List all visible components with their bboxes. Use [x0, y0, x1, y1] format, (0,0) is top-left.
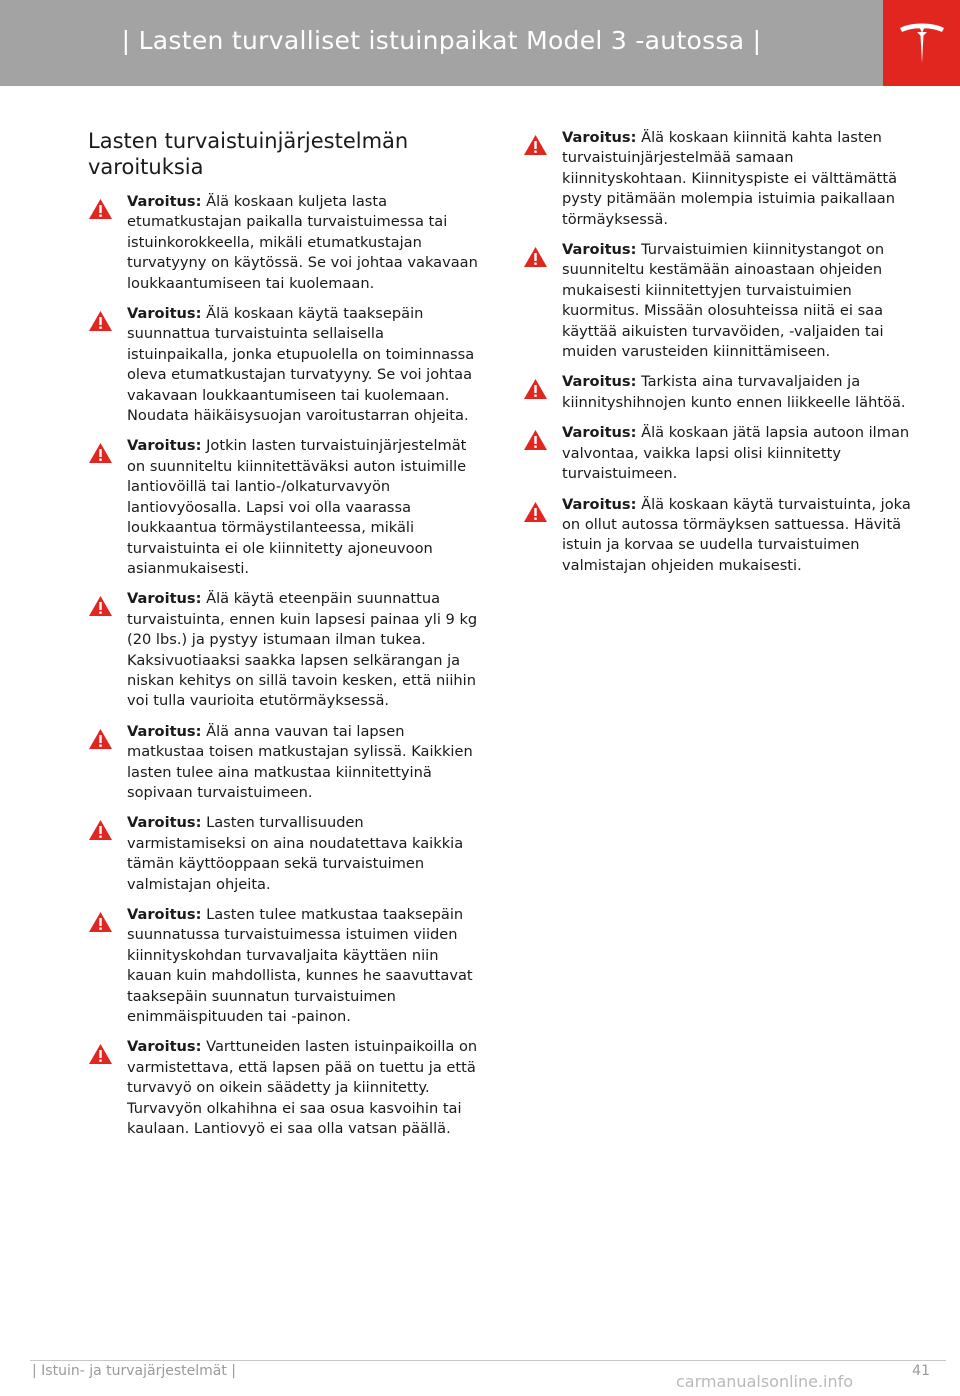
warning-label: Varoitus:: [127, 193, 202, 210]
brand-logo: [883, 0, 960, 86]
warning-item: [88, 813, 480, 895]
warning-triangle-icon: [88, 911, 113, 933]
warning-text: [127, 192, 480, 294]
warning-label: Varoitus:: [562, 495, 637, 513]
warning-item: [88, 304, 480, 426]
warning-item: [88, 722, 480, 804]
section-title: Lasten turvaistuinjärjestelmän varoituksia: [88, 129, 409, 179]
warning-body: Varttuneiden lasten istuinpaikoilla on varmistettava, että lapsen pää on tuettu ja että turvavyö on oikein säädetty ja kiinnitetty. Turvavyön olkahihna ei saa osua kasvoihin tai kaulaan. Lantiovyö ei saa olla vatsan päällä.: [127, 1038, 478, 1138]
warning-text: [562, 372, 915, 413]
warning-item: [523, 495, 915, 577]
left-warning-list: [88, 192, 480, 1139]
warning-item: [88, 192, 480, 294]
warning-label: Varoitus:: [562, 129, 637, 146]
warning-body: Älä koskaan käytä taaksepäin suunnattua turvaistuinta sellaisella istuinpaikalla, jonka etupuolella on toiminnassa oleva etumatkustajan turvatyyny. Se voi johtaa vakavaan loukkaantumiseen tai kuolemaan. Noudata häikäisysuojan varoitustarran ohjeita.: [127, 305, 475, 425]
warning-text: [562, 240, 915, 362]
warning-text: [127, 436, 480, 579]
warning-item: [523, 240, 915, 362]
warning-item: [523, 128, 915, 230]
warning-body: Tarkista aina turvavaljaiden ja kiinnityshihnojen kunto ennen liikkeelle lähtöä.: [562, 373, 906, 411]
warning-text: [127, 813, 480, 895]
footer-divider: [30, 1360, 946, 1361]
warning-label: Varoitus:: [127, 1038, 202, 1056]
warning-text: [127, 589, 480, 711]
warning-triangle-icon: [88, 442, 113, 464]
page-header: [0, 0, 960, 86]
footer-section: | Istuin- ja turvajärjestelmät |: [32, 1363, 237, 1379]
right-warning-list: [523, 128, 915, 576]
warning-text: [562, 128, 915, 230]
warning-text: [562, 495, 915, 577]
warning-item: [88, 1037, 480, 1139]
warning-item: [523, 372, 915, 413]
warning-triangle-icon: [88, 1043, 113, 1065]
header-title: | Lasten turvalliset istuinpaikat Model 3 -autossa |: [121, 25, 762, 55]
warning-text: [127, 304, 480, 426]
warning-label: Varoitus:: [562, 373, 637, 391]
warning-item: [523, 423, 915, 484]
warning-body: Lasten turvallisuuden varmistamiseksi on aina noudatettava kaikkia tämän käyttöoppaan sekä turvaistuimen valmistajan ohjeita.: [127, 814, 464, 893]
watermark: carmanualsonline.info: [676, 1372, 854, 1391]
warning-label: Varoitus:: [127, 906, 202, 923]
tesla-logo-icon: [897, 18, 947, 68]
warning-label: Varoitus:: [127, 814, 202, 832]
warning-label: Varoitus:: [127, 590, 202, 608]
warning-body: Älä koskaan kiinnitä kahta lasten turvaistuinjärjestelmää samaan kiinnityskohtaan. Kiinnityspiste ei välttämättä pysty pitämään molempia istuimia paikallaan törmäyksessä.: [562, 129, 898, 228]
warning-label: Varoitus:: [127, 437, 202, 455]
warning-triangle-icon: [88, 310, 113, 332]
warning-text: [127, 905, 480, 1027]
warning-body: Jotkin lasten turvaistuinjärjestelmät on suunniteltu kiinnitettäväksi auton istuimille lantiovöillä tai lantio-/olkaturvavyön lantiovyöosalla. Lapsi voi olla vaarassa loukkaantua törmäystilanteessa, mikäli turvaistuinta ei ole kiinnitetty ajoneuvoon asianmukaisesti.: [127, 437, 467, 577]
warning-label: Varoitus:: [127, 305, 202, 323]
warning-body: Älä koskaan jätä lapsia autoon ilman valvontaa, vaikka lapsi olisi kiinnitetty turvaistuimeen.: [562, 424, 910, 483]
warning-triangle-icon: [88, 198, 113, 220]
warning-body: Älä koskaan käytä turvaistuinta, joka on ollut autossa törmäyksen sattuessa. Hävitä istuin ja korvaa se uudella turvaistuimen valmistajan ohjeiden mukaisesti.: [562, 495, 911, 574]
warning-item: [88, 905, 480, 1027]
warning-triangle-icon: [88, 595, 113, 617]
warning-label: Varoitus:: [562, 424, 637, 442]
warning-item: [88, 436, 480, 579]
warning-body: Turvaistuimien kiinnitystangot on suunniteltu kestämään ainoastaan ohjeiden mukaisesti kiinnitettyjen turvaistuimien kuormitus. Missään olosuhteissa niitä ei saa käyttää aikuisten turvavöiden, -valjaiden tai muiden varusteiden kiinnittämiseen.: [562, 241, 885, 361]
warning-triangle-icon: [523, 378, 548, 400]
warning-body: Älä anna vauvan tai lapsen matkustaa toisen matkustajan sylissä. Kaikkien lasten tulee aina matkustaa kiinnitettyinä sopivaan turvaistuimeen.: [127, 722, 473, 801]
warning-item: [88, 589, 480, 711]
page-number: 41: [912, 1363, 930, 1379]
warning-triangle-icon: [523, 429, 548, 451]
warning-triangle-icon: [523, 134, 548, 156]
warning-body: Lasten tulee matkustaa taaksepäin suunnatussa turvaistuimessa istuimen viiden kiinnityskohdan turvavaljaita käyttäen niin kauan kuin mahdollista, kunnes he saavuttavat taaksepäin suunnatun turvaistuimen enimmäispituuden tai -painon.: [127, 906, 473, 1026]
warning-label: Varoitus:: [562, 241, 637, 259]
left-column: [88, 128, 480, 1149]
warning-triangle-icon: [523, 501, 548, 523]
warning-text: [127, 722, 480, 804]
warning-triangle-icon: [88, 728, 113, 750]
warning-body: Älä käytä eteenpäin suunnattua turvaistuinta, ennen kuin lapsesi painaa yli 9 kg (20 lbs.) ja pystyy istumaan ilman tukea. Kaksivuotiaaksi saakka lapsen selkärangan ja niskan kehitys on sillä tavoin kesken, että niihin voi tulla vaurioita etutörmäyksessä.: [127, 590, 478, 710]
warning-text: [127, 1037, 480, 1139]
warning-triangle-icon: [88, 819, 113, 841]
warning-label: Varoitus:: [127, 722, 202, 740]
warning-body: Älä koskaan kuljeta lasta etumatkustajan paikalla turvaistuimessa tai istuinkorokkeella, mikäli etumatkustajan turvatyyny on käytössä. Se voi johtaa vakavaan loukkaantumiseen tai kuolemaan.: [127, 193, 478, 292]
warning-text: [562, 423, 915, 484]
right-column: [523, 128, 915, 586]
warning-triangle-icon: [523, 246, 548, 268]
